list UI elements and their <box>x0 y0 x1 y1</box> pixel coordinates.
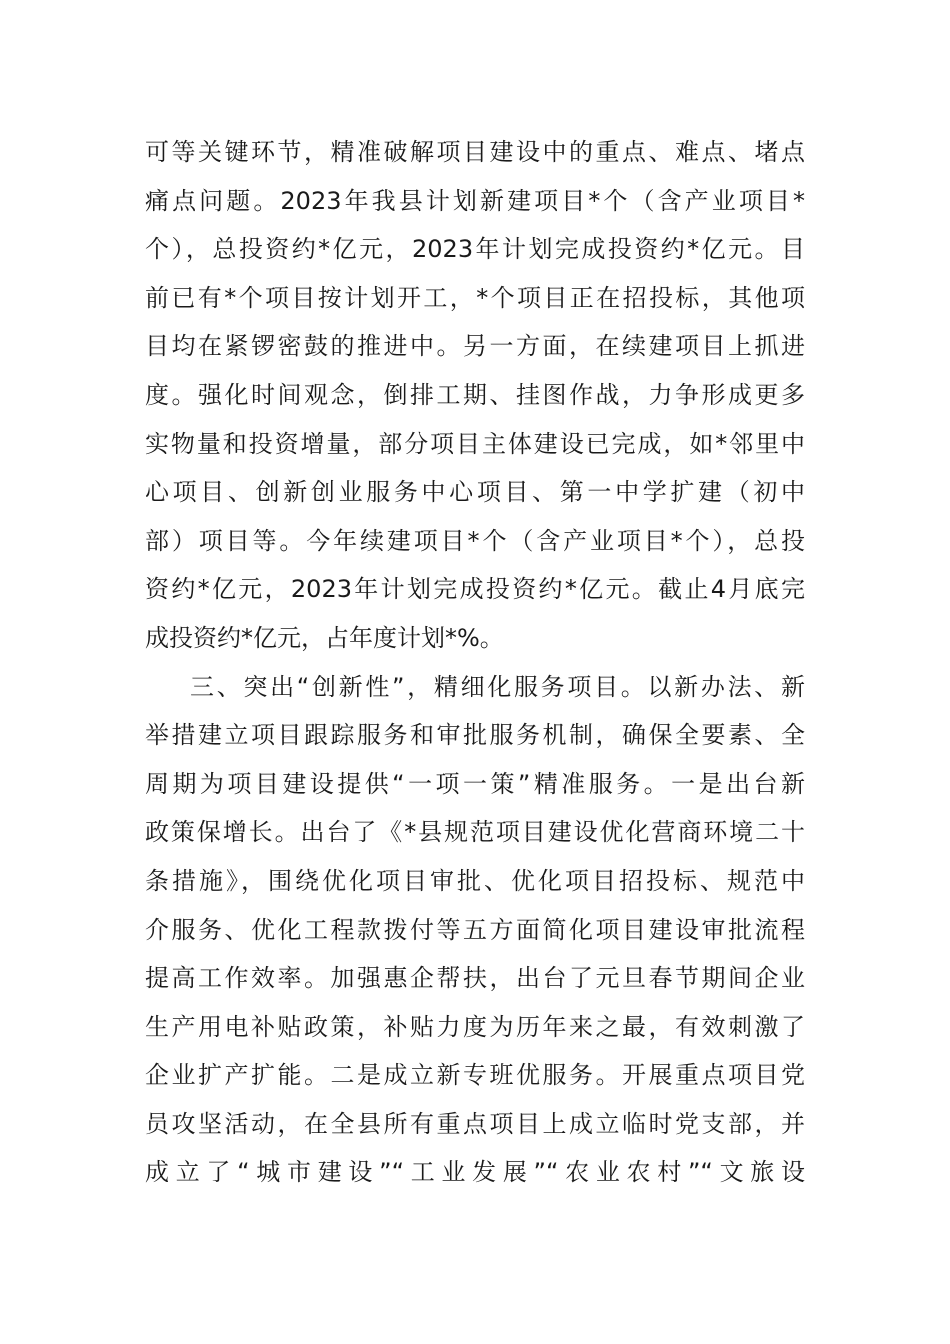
text-line: 心项目、创新创业服务中心项目、第一中学扩建（初中 <box>145 478 805 507</box>
text-line: 周期为项目建设提供“一项一策”精准服务。一是出台新 <box>145 769 805 798</box>
body-text <box>145 128 805 1197</box>
text-line: 政策保增长。出台了《*县规范项目建设优化营商环境二十 <box>145 818 805 847</box>
text-line: 条措施》，围绕优化项目审批、优化项目招投标、规范中 <box>145 866 805 895</box>
text-line: 度。强化时间观念，倒排工期、挂图作战，力争形成更多 <box>145 380 805 409</box>
text-line: 个），总投资约*亿元，2023年计划完成投资约*亿元。目 <box>145 235 805 264</box>
text-line: 可等关键环节，精准破解项目建设中的重点、难点、堵点 <box>145 138 805 166</box>
text-line: 提高工作效率。加强惠企帮扶，出台了元旦春节期间企业 <box>145 964 805 993</box>
text-line: 资约*亿元，2023年计划完成投资约*亿元。截止4月底完 <box>145 575 805 604</box>
text-line: 企业扩产扩能。二是成立新专班优服务。开展重点项目党 <box>145 1061 805 1090</box>
text-line: 痛点问题。2023年我县计划新建项目*个（含产业项目* <box>145 186 805 215</box>
text-line: 实物量和投资增量，部分项目主体建设已完成，如*邻里中 <box>145 429 805 458</box>
paragraph-end-line: 成投资约*亿元，占年度计划*%。 <box>145 623 504 652</box>
text-line: 介服务、优化工程款拨付等五方面简化项目建设审批流程 <box>145 915 805 944</box>
text-line: 员攻坚活动，在全县所有重点项目上成立临时党支部，并 <box>145 1109 805 1138</box>
text-line: 举措建立项目跟踪服务和审批服务机制，确保全要素、全 <box>145 721 805 750</box>
text-line: 部）项目等。今年续建项目*个（含产业项目*个），总投 <box>145 526 805 555</box>
text-line: 生产用电补贴政策，补贴力度为历年来之最，有效刺激了 <box>145 1012 805 1041</box>
text-line: 目均在紧锣密鼓的推进中。另一方面，在续建项目上抓进 <box>145 332 805 361</box>
text-line: 成立了“城市建设”“工业发展”“农业农村”“文旅设 <box>145 1158 805 1187</box>
section-heading-line: 三、突出“创新性”，精细化服务项目。以新办法、新 <box>190 672 805 701</box>
text-line: 前已有*个项目按计划开工，*个项目正在招投标，其他项 <box>145 283 805 312</box>
